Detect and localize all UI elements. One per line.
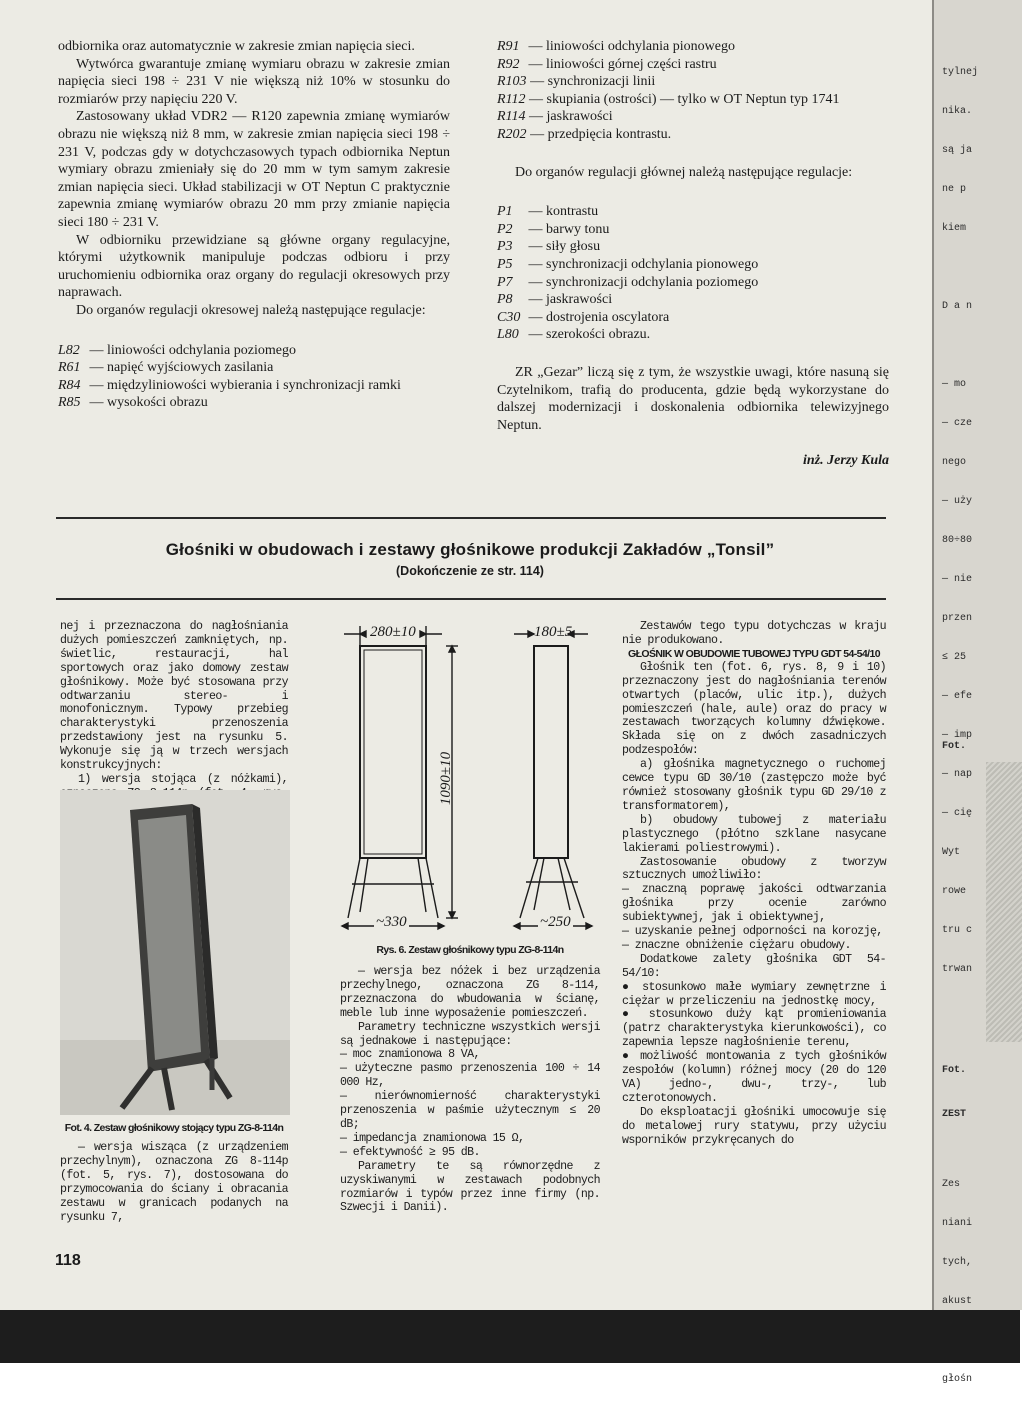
- bullet-item: ● możliwość montowania z tych głośników zespołów (kolumn) różnej mocy (20 do 120 VA) jedno-, dwu-, trzy-, lub czterotonowych.: [622, 1050, 886, 1105]
- dim-depth-top: 180±5: [534, 624, 573, 640]
- dash-item: — znaczne obniżenie ciężaru obudowy.: [622, 938, 851, 952]
- regulation-text: — liniowości górnej części rastru: [528, 56, 717, 72]
- symbol: P3: [497, 239, 513, 255]
- regulation-item: [497, 274, 889, 292]
- regulation-item: [497, 203, 889, 221]
- strip-line: ne p: [942, 184, 967, 195]
- page-number: 118: [55, 1252, 81, 1269]
- regulation-item: [497, 238, 889, 256]
- strip-line: tru c: [942, 925, 973, 936]
- strip-line: niani: [942, 1218, 973, 1229]
- paragraph: Dodatkowe zalety głośnika GDT 54-54/10:: [622, 952, 886, 980]
- param-item: — użyteczne pasmo przenoszenia 100 ÷ 14 000 Hz,: [340, 1062, 600, 1090]
- regulation-item: [497, 38, 889, 56]
- regulation-text: — skupiania (ostrości) — tylko w OT Neptun typ 1741: [529, 91, 840, 107]
- strip-fot-b: Fot.: [942, 1065, 967, 1076]
- strip-line: — cię: [942, 808, 973, 819]
- drawing-figure: [338, 620, 600, 938]
- article-title: Głośniki w obudowach i zestawy głośnikowe produkcji Zakładów „Tonsil”: [165, 540, 775, 559]
- photo-caption: Fot. 4. Zestaw głośnikowy stojący typu ZG-8-114n: [64, 1122, 284, 1134]
- regulation-item: [497, 291, 889, 309]
- top-right-column: [497, 38, 889, 470]
- article-column-1-continued: [60, 1122, 288, 1224]
- strip-line: — mo: [942, 379, 967, 390]
- paragraph: odbiornika oraz automatycznie w zakresie zmian napięcia sieci.: [58, 39, 415, 54]
- strip-line: — imp: [942, 730, 973, 741]
- strip-line: głośn: [942, 1374, 973, 1385]
- symbol: R103: [497, 74, 527, 90]
- paragraph: Parametry techniczne wszystkich wersji są jednakowe i następujące:: [340, 1020, 600, 1048]
- paragraph: — wersja wisząca (z urządzeniem przechylnym), oznaczona ZG 8-114p (fot. 5, rys. 7), dostosowana do przymocowania do ściany i obracania zestawu w granicach podanych na rysunku 7,: [60, 1141, 288, 1224]
- regulation-text: — barwy tonu: [528, 221, 610, 237]
- paragraph: Do eksploatacji głośniki umocowuje się do metalowej rury statywu, przy użyciu wsporników przykręcanych do: [622, 1105, 886, 1147]
- list-item: b) obudowy tubowej z materiału plastycznego (płótno szklane nasycane lakierami poliestrowymi).: [622, 813, 886, 855]
- paragraph: 1) wersja stojąca (z nóżkami),: [78, 772, 288, 786]
- speaker-photo-image: [60, 790, 290, 1115]
- strip-text-top: [942, 40, 978, 1002]
- regulation-item: [497, 108, 889, 126]
- strip-line: — efe: [942, 691, 973, 702]
- article-column-2: [340, 944, 600, 1215]
- regulation-text: — synchronizacji linii: [530, 74, 656, 90]
- paragraph: ZR „Gezar” liczą się z tym, że wszystkie uwagi, które nasuną się Czytelnikom, trafią do producenta, gdzie będą wykorzystane do dalszej modernizacji i doskonalenia odbiornika telewizyjnego Neptun.: [497, 364, 889, 433]
- symbol: R202: [497, 126, 527, 142]
- regulation-item: [497, 309, 889, 327]
- list-item: a) głośnika magnetycznego o ruchomej cewce typu GD 30/10 (zastępczo może być również stosowany głośnik typu GD 29/10 z transformatorem),: [622, 758, 886, 813]
- strip-line: tylnej: [942, 67, 979, 78]
- strip-line: — uży: [942, 496, 973, 507]
- section-heading: GŁOŚNIK W OBUDOWIE TUBOWEJ TYPU GDT 54-54/10: [628, 647, 880, 660]
- regulation-item: [497, 221, 889, 239]
- article-column-3: [622, 620, 886, 1148]
- symbol: R84: [58, 377, 81, 393]
- strip-fot-a: Fot.: [942, 741, 967, 752]
- regulation-text: — szerokości obrazu.: [528, 327, 651, 343]
- strip-line: — nap: [942, 769, 973, 780]
- dim-width-bottom: ~330: [376, 914, 407, 930]
- regulation-item: [497, 56, 889, 74]
- strip-line: Wyt: [942, 847, 961, 858]
- strip-line: — cze: [942, 418, 973, 429]
- paragraph: — wersja bez nóżek i bez urządzenia przechylnego, oznaczona ZG 8-114, przeznaczona do wbudowania w ścianę, meble lub inne wyposażenie pomieszczeń.: [340, 965, 600, 1020]
- strip-line: przen: [942, 613, 973, 624]
- section-divider: [56, 598, 886, 600]
- paragraph: Zastosowanie obudowy z tworzyw sztucznych umożliwiło:: [622, 855, 886, 883]
- symbol: R85: [58, 395, 81, 411]
- paragraph: W odbiorniku przewidziane są główne organy regulacyjne, którymi użytkownik manipuluje podczas odbioru i przy uruchomieniu odbiornika oraz organy do regulacji okresowych przy naprawach.: [58, 232, 450, 301]
- regulation-item: [58, 394, 450, 412]
- symbol: R61: [58, 360, 81, 376]
- paragraph: Do organów regulacji głównej należą następujące regulacje:: [515, 164, 853, 180]
- paragraph: Zestawów tego typu dotychczas w kraju nie produkowano.: [622, 620, 886, 647]
- regulation-item: [58, 377, 450, 395]
- photo-speaker-column: [60, 790, 290, 1115]
- strip-line: Zes: [942, 1179, 961, 1190]
- section-divider: [56, 517, 886, 519]
- strip-line: — nie: [942, 574, 973, 585]
- strip-photo-a: [986, 762, 1022, 1042]
- bullet-item: ● stosunkowo duży kąt promieniowania (patrz charakterystyka kierunkowości), co zapewnia lepsze nagłośnienie terenu,: [622, 1008, 886, 1050]
- dash-item: — znaczną poprawę jakości odtwarzania głośnika przy ocenie zarówno subiektywnej, jak i obiektywnej,: [622, 883, 886, 925]
- dim-depth-bottom: ~250: [540, 914, 571, 930]
- technical-drawing: [338, 620, 600, 938]
- strip-line: 80÷80: [942, 535, 973, 546]
- regulation-item: [497, 91, 889, 109]
- regulation-item: [58, 342, 450, 360]
- param-item: — impedancja znamionowa 15 Ω,: [340, 1131, 525, 1145]
- param-item: — moc znamionowa 8 VA,: [340, 1048, 480, 1062]
- regulation-item: [58, 359, 450, 377]
- strip-line: tych,: [942, 1257, 973, 1268]
- regulation-text: — napięć wyjściowych zasilania: [89, 360, 274, 376]
- strip-line: D a n: [942, 301, 973, 312]
- symbol: R91: [497, 39, 520, 54]
- symbol: P5: [497, 256, 513, 272]
- regulation-text: — synchronizacji odchylania pionowego: [528, 256, 759, 272]
- bullet-item: ● stosunkowo małe wymiary zewnętrzne i ciężar w przeliczeniu na jednostkę mocy,: [622, 980, 886, 1008]
- symbol: R112: [497, 91, 526, 107]
- symbol: P1: [497, 204, 513, 220]
- symbol: P8: [497, 292, 513, 308]
- regulation-text: — liniowości odchylania pionowego: [528, 39, 735, 54]
- regulation-item: [497, 326, 889, 344]
- paragraph: Do organów regulacji okresowej należą następujące regulacje:: [76, 302, 426, 318]
- regulation-text: — jaskrawości: [529, 109, 613, 125]
- regulation-item: [497, 73, 889, 91]
- paragraph: nej i przeznaczona do nagłośniania dużych pomieszczeń zamkniętych, np. świetlic, restauracji, hal sportowych oraz jako domowy zestaw głośnikowy. Może być stosowana przy odtwarzaniu stereo- i monofonicznym. Typowy przebieg charakterystyki przenoszenia przedstawiony jest na rysunku 5. Wykonuje się ją w trzech wersjach konstrukcyjnych:: [60, 620, 288, 773]
- strip-line: rowe: [942, 886, 967, 897]
- drawing-caption: Rys. 6. Zestaw głośnikowy typu ZG-8-114n: [376, 944, 564, 956]
- regulation-text: — przedpięcia kontrastu.: [530, 126, 672, 142]
- regulation-text: — jaskrawości: [528, 292, 613, 308]
- paragraph: Wytwórca gwarantuje zmianę wymiaru obrazu w zakresie zmian napięcia sieci 198 ÷ 231 V nie większą niż 10% w stosunku do rozmiarów przy napięciu 220 V.: [58, 56, 450, 107]
- regulation-text: — międzyliniowości wybierania i synchronizacji ramki: [89, 377, 401, 393]
- symbol: L82: [58, 342, 80, 358]
- param-item: — nierównomierność charakterystyki przenoszenia w paśmie użytecznym ≤ 20 dB;: [340, 1090, 600, 1131]
- strip-line: akust: [942, 1296, 973, 1307]
- regulation-item: [497, 126, 889, 144]
- strip-text-bottom: [942, 1152, 972, 1412]
- strip-line: kiem: [942, 223, 967, 234]
- symbol: C30: [497, 309, 521, 325]
- strip-line: nego: [942, 457, 967, 468]
- dim-width-top: 280±10: [370, 624, 416, 640]
- dash-item: — uzyskanie pełnej odporności na korozję,: [622, 925, 883, 939]
- regulation-text: — liniowości odchylania poziomego: [89, 342, 296, 358]
- paragraph: Głośnik ten (fot. 6, rys. 8, 9 i 10) przeznaczony jest do nagłośniania terenów otwartych (placów, ulic itp.), dużych pomieszczeń (hale, aule) oraz do pracy w zestawach tworzących kolumny dźwiękowe. Składa się on z dwóch zasadniczych podzespołów:: [622, 660, 886, 758]
- regulation-text: — dostrojenia oscylatora: [528, 309, 670, 325]
- paragraph: Parametry te są równorzędne z uzyskiwanymi w zestawach podobnych rozmiarów i typów przez inne firmy (np. Szwecji i Danii).: [340, 1159, 600, 1215]
- author-signature: inż. Jerzy Kula: [803, 453, 889, 469]
- article-subtitle: (Dokończenie ze str. 114): [396, 564, 544, 578]
- dim-height: 1090±10: [438, 751, 455, 806]
- scan-bottom-edge: [0, 1310, 1020, 1363]
- strip-heading: ZEST: [942, 1109, 967, 1120]
- symbol: R92: [497, 56, 520, 72]
- symbol: L80: [497, 327, 519, 343]
- symbol: P7: [497, 274, 513, 290]
- regulation-text: — synchronizacji odchylania poziomego: [528, 274, 759, 290]
- top-left-column: [58, 38, 450, 412]
- symbol: P2: [497, 221, 513, 237]
- paragraph: Zastosowany układ VDR2 — R120 zapewnia zmianę wymiarów obrazu nie większą niż 8 mm, w zakresie zmian napięcia sieci 198 ÷ 231 V, podczas gdy w dotychczasowych typach odbiornika Neptun wymiary obrazu zmieniały się do 20 mm w tym samym zakresie zmian napięcia sieci. Układ stabilizacji w OT Neptun C praktycznie zapewnia zmianę wymiarów obrazu 20 mm przy zmianie napięcia sieci 180 ÷ 231 V.: [58, 109, 450, 230]
- strip-line: nika.: [942, 106, 973, 117]
- regulation-item: [497, 256, 889, 274]
- regulation-text: — wysokości obrazu: [89, 395, 208, 411]
- article-column-1: [60, 620, 288, 815]
- param-item: — efektywność ≥ 95 dB.: [340, 1145, 480, 1159]
- strip-line: są ja: [942, 145, 973, 156]
- strip-line: trwan: [942, 964, 973, 975]
- symbol: R114: [497, 109, 526, 125]
- strip-line: ≤ 25: [942, 652, 967, 663]
- regulation-text: — siły głosu: [528, 239, 601, 255]
- adjacent-page-strip: [932, 0, 1022, 1385]
- regulation-text: — kontrastu: [528, 204, 599, 220]
